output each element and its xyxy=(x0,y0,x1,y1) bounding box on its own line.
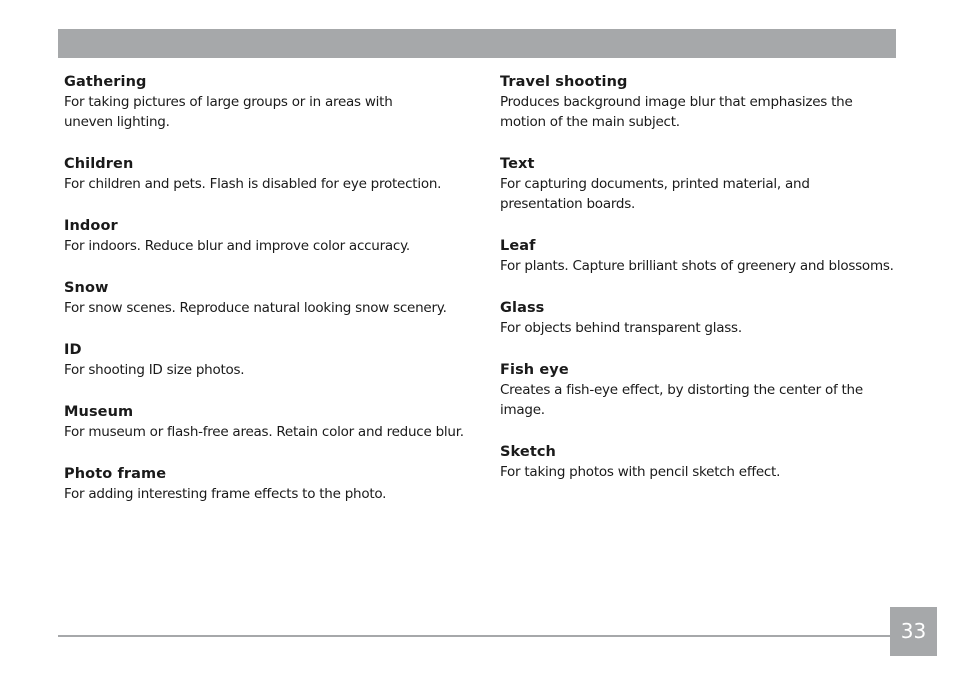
entry-description: Produces background image blur that emphasizes the motion of the main subject. xyxy=(500,94,853,130)
scene-mode-entry xyxy=(64,155,464,194)
scene-mode-entry xyxy=(64,279,464,318)
entry-description: For museum or flash-free areas. Retain color and reduce blur. xyxy=(64,424,464,440)
scene-mode-entry xyxy=(500,299,900,338)
entry-description: For objects behind transparent glass. xyxy=(500,320,742,336)
entry-title: Indoor xyxy=(64,218,118,234)
entry-description: For shooting ID size photos. xyxy=(64,362,245,378)
entry-description: For snow scenes. Reproduce natural looking snow scenery. xyxy=(64,300,447,316)
entry-title: Glass xyxy=(500,300,545,316)
entry-title: Museum xyxy=(64,404,134,420)
page-number: 33 xyxy=(890,607,937,656)
left-column xyxy=(64,73,464,527)
entry-description: For capturing documents, printed material, and presentation boards. xyxy=(500,176,810,212)
entry-description: For adding interesting frame effects to the photo. xyxy=(64,486,387,502)
footer-divider xyxy=(58,635,890,637)
entry-title: Snow xyxy=(64,280,109,296)
entry-description: For children and pets. Flash is disabled for eye protection. xyxy=(64,176,442,192)
entry-title: Travel shooting xyxy=(500,74,628,90)
scene-mode-entry xyxy=(500,155,900,214)
entry-title: Leaf xyxy=(500,238,536,254)
scene-mode-entry xyxy=(500,73,900,132)
entry-description: For plants. Capture brilliant shots of greenery and blossoms. xyxy=(500,258,894,274)
scene-mode-entry xyxy=(64,217,464,256)
entry-description: Creates a fish-eye effect, by distorting the center of the image. xyxy=(500,382,863,418)
entry-description: For indoors. Reduce blur and improve color accuracy. xyxy=(64,238,410,254)
entry-title: Gathering xyxy=(64,74,147,90)
scene-mode-entry xyxy=(64,73,464,132)
entry-description: For taking pictures of large groups or in areas with uneven lighting. xyxy=(64,94,393,130)
scene-mode-entry xyxy=(500,361,900,420)
right-column xyxy=(500,73,900,505)
header-bar xyxy=(58,29,896,58)
entry-title: Photo frame xyxy=(64,466,167,482)
scene-mode-entry xyxy=(500,443,900,482)
entry-description: For taking photos with pencil sketch effect. xyxy=(500,464,781,480)
entry-title: Fish eye xyxy=(500,362,569,378)
scene-mode-entry xyxy=(64,465,464,504)
entry-title: Children xyxy=(64,156,134,172)
scene-mode-entry xyxy=(64,403,464,442)
entry-title: Text xyxy=(500,156,535,172)
entry-title: ID xyxy=(64,342,82,358)
scene-mode-entry xyxy=(64,341,464,380)
scene-mode-entry xyxy=(500,237,900,276)
entry-title: Sketch xyxy=(500,444,556,460)
